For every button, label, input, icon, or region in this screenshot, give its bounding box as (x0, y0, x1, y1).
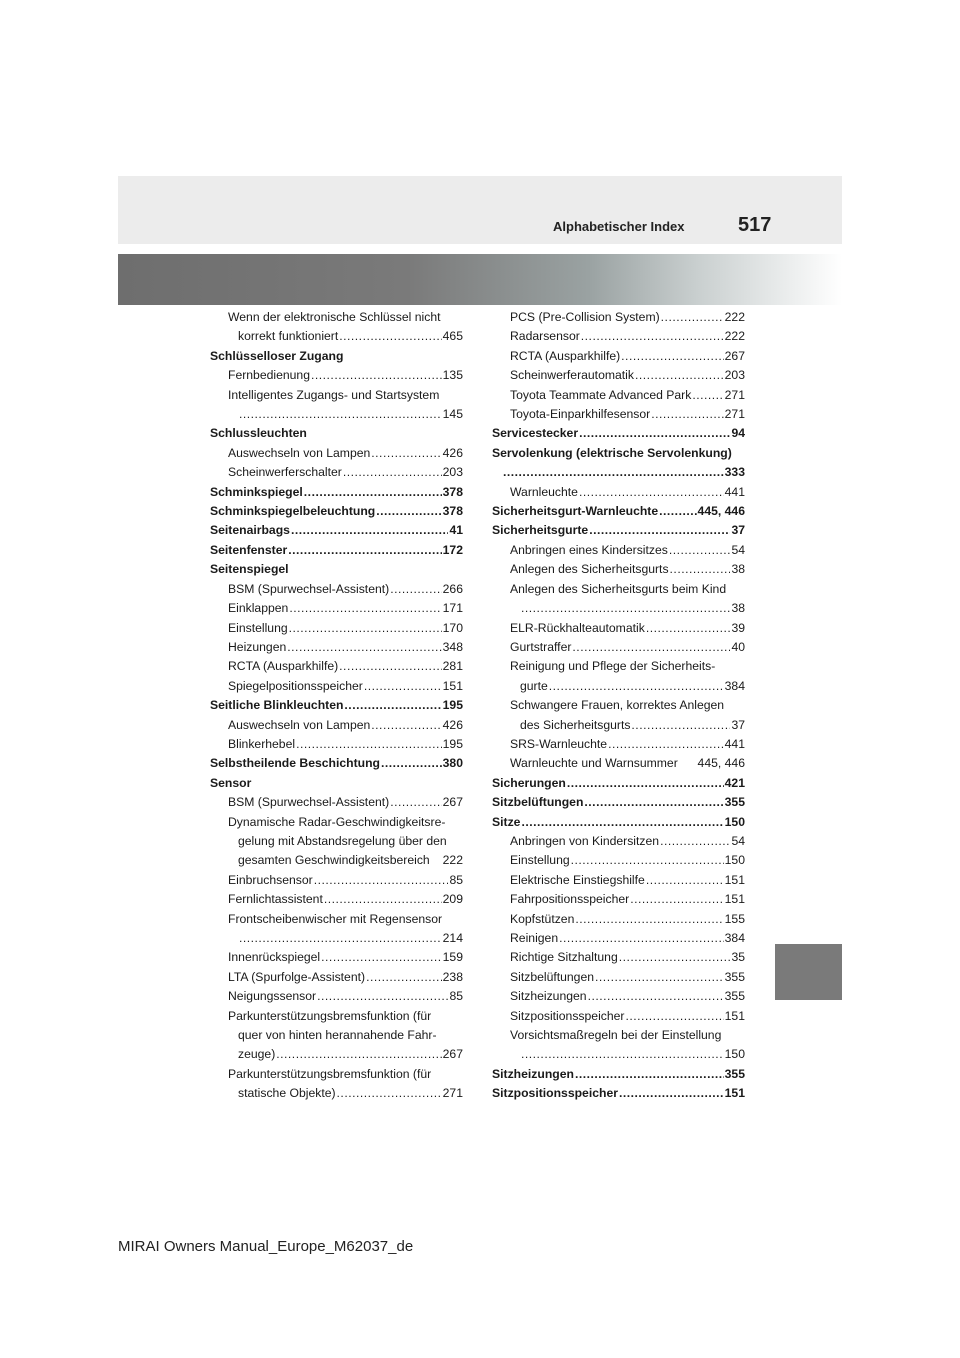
dot-leader (588, 987, 724, 1006)
dot-leader (567, 774, 724, 793)
index-entry-text: Einstellung (228, 620, 288, 635)
index-entry-text: gesamten Geschwindigkeitsbereich (238, 853, 430, 868)
index-entry (492, 463, 745, 482)
index-entry-page: 271 (724, 407, 745, 422)
dot-leader (575, 910, 723, 929)
dot-leader (579, 483, 724, 502)
index-entry (210, 813, 463, 832)
index-entry (492, 638, 745, 657)
index-entry-text: Scheinwerferschalter (228, 465, 342, 480)
index-entry (210, 560, 463, 579)
dot-leader (503, 463, 724, 482)
dot-leader (659, 502, 696, 521)
index-entry-text: Spiegelpositionsspeicher (228, 678, 363, 693)
index-entry (210, 987, 463, 1006)
dot-leader (321, 948, 442, 967)
dot-leader (646, 871, 724, 890)
index-entry-page: 195 (442, 698, 463, 713)
index-entry (492, 716, 745, 735)
index-entry-text: ELR-Rückhalteautomatik (510, 620, 645, 635)
index-entry-text: Kopfstützen (510, 911, 575, 926)
index-entry (210, 366, 463, 385)
dot-leader (651, 405, 723, 424)
footer-manual-id: MIRAI Owners Manual_Europe_M62037_de (118, 1238, 414, 1255)
page-number: 517 (738, 214, 772, 236)
index-entry (210, 851, 463, 870)
index-entry-text: Auswechseln von Lampen (228, 445, 371, 460)
index-entry-page: 222 (724, 329, 745, 344)
index-entry-text: BSM (Spurwechsel-Assistent) (228, 795, 390, 810)
dot-leader (584, 793, 723, 812)
index-entry (492, 774, 745, 793)
index-entry-text: Schlussleuchten (210, 426, 307, 441)
index-entry (210, 1065, 463, 1084)
index-entry (492, 968, 745, 987)
index-entry (210, 890, 463, 909)
dot-leader (630, 890, 723, 909)
index-entry (210, 580, 463, 599)
index-entry-page: 41 (449, 523, 463, 538)
index-entry-text: Fahrpositionsspeicher (510, 892, 630, 907)
index-entry-text: BSM (Spurwechsel-Assistent) (228, 581, 390, 596)
dot-leader (661, 308, 724, 327)
index-entry-text: gurte (520, 678, 548, 693)
index-entry-page: 37 (731, 523, 745, 538)
index-entry-page: 445, 446 (697, 756, 745, 771)
index-entry-text: Reinigung und Pflege der Sicherheits- (510, 659, 716, 674)
index-entry (492, 1084, 745, 1103)
index-entry (210, 424, 463, 443)
index-entry-page: 151 (724, 872, 745, 887)
dot-leader (635, 366, 724, 385)
dot-leader (589, 521, 730, 540)
index-entry-text: Selbstheilende Beschichtung (210, 756, 380, 771)
index-entry (492, 987, 745, 1006)
dot-leader (289, 619, 442, 638)
index-entry-page: 355 (724, 795, 745, 810)
index-entry (210, 793, 463, 812)
index-entry-text: Einstellung (510, 853, 570, 868)
index-entry-page: 426 (442, 445, 463, 460)
index-entry (492, 386, 745, 405)
dot-leader (287, 638, 441, 657)
index-entry-text: LTA (Spurfolge-Assistent) (228, 969, 366, 984)
index-entry-page: 267 (442, 795, 463, 810)
index-entry (210, 347, 463, 366)
index-entry-text: PCS (Pre-Collision System) (510, 310, 660, 324)
index-entry-text: Sensor (210, 775, 252, 790)
index-entry-text: SRS-Warnleuchte (510, 736, 608, 751)
index-entry (492, 1065, 745, 1084)
index-entry (492, 948, 745, 967)
index-entry-text: Sicherheitsgurte (492, 523, 589, 538)
index-entry (492, 308, 745, 327)
index-entry (492, 677, 745, 696)
index-entry-page: 384 (724, 678, 745, 693)
index-entry (492, 502, 745, 521)
index-entry-page: 151 (724, 892, 745, 907)
dot-leader (314, 871, 449, 890)
index-entry-page: 214 (442, 931, 463, 945)
index-entry (492, 735, 745, 754)
index-entry-text: Fernlichtassistent (228, 892, 323, 907)
index-entry-text: Radarsensor (510, 329, 580, 344)
index-entry-page: 203 (724, 368, 745, 383)
index-entry (492, 851, 745, 870)
index-entry-page: 441 (724, 484, 745, 499)
index-entry (492, 793, 745, 812)
index-entry (492, 754, 745, 773)
index-entry-page: 266 (442, 581, 463, 596)
index-entry (210, 483, 463, 502)
index-entry-page: 135 (442, 368, 463, 383)
index-entry (210, 327, 463, 346)
index-entry (210, 1045, 463, 1064)
dot-leader (288, 541, 441, 560)
index-entry-text: Toyota-Einparkhilfesensor (510, 407, 651, 422)
index-entry-page: 203 (442, 465, 463, 480)
index-entry-page: 378 (442, 504, 463, 519)
index-entry (210, 405, 463, 424)
dot-leader (317, 987, 448, 1006)
index-entry-text: Anlegen des Sicherheitsgurts (510, 562, 669, 577)
dot-leader (572, 638, 730, 657)
dot-leader (364, 677, 442, 696)
dot-leader (304, 483, 442, 502)
dot-leader (390, 580, 441, 599)
index-entry-page: 37 (731, 717, 745, 732)
index-entry (210, 716, 463, 735)
index-entry (210, 386, 463, 405)
index-entry-page: 155 (724, 911, 745, 926)
index-entry (492, 327, 745, 346)
index-entry-text: Intelligentes Zugangs- und Startsystem (228, 387, 440, 402)
dot-leader (549, 677, 724, 696)
index-entry-text: Seitenspiegel (210, 562, 289, 577)
index-entry-text: zeuge) (238, 1047, 276, 1062)
index-entry (492, 1007, 745, 1026)
index-entry-page: 151 (724, 1008, 745, 1023)
index-entry-page: 159 (442, 950, 463, 965)
index-entry-page: 222 (724, 310, 745, 324)
index-entry (210, 696, 463, 715)
index-entry-text: Sicherungen (492, 775, 566, 790)
dot-leader (608, 735, 724, 754)
index-entry-page: 281 (442, 659, 463, 674)
dot-leader (376, 502, 441, 521)
index-entry-text: Fernbedienung (228, 368, 310, 383)
index-entry-page: 150 (724, 853, 745, 868)
dot-leader (559, 929, 724, 948)
index-entry-text: Gurtstraffer (510, 639, 572, 654)
index-entry-page: 355 (724, 989, 745, 1004)
index-entry-page: 151 (724, 1086, 745, 1101)
index-entry (210, 521, 463, 540)
index-entry (210, 929, 463, 948)
index-entry-page: 222 (442, 853, 463, 868)
index-entry (492, 580, 745, 599)
index-entry-page: 172 (442, 542, 463, 557)
index-entry-text: Parkunterstützungsbremsfunktion (für (228, 1066, 432, 1081)
dot-leader (343, 463, 442, 482)
dot-leader (670, 560, 731, 579)
index-entry-page: 355 (724, 1066, 745, 1081)
index-entry-text: Warnleuchte und Warnsummer (510, 756, 678, 771)
index-entry-page: 333 (724, 465, 745, 480)
index-entry-text: Reinigen (510, 931, 559, 945)
dot-leader (595, 968, 724, 987)
index-entry (492, 521, 745, 540)
index-entry-text: Sitzbelüftungen (492, 795, 584, 810)
dot-leader (239, 405, 442, 424)
index-entry-page: 145 (442, 407, 463, 422)
index-entry (210, 774, 463, 793)
index-entry (210, 308, 463, 327)
index-entry-text: Frontscheibenwischer mit Regensensor (228, 911, 443, 926)
index-entry-page: 54 (731, 833, 745, 848)
dot-leader (619, 948, 731, 967)
index-entry-text: Toyota Teammate Advanced Park (510, 387, 692, 402)
index-entry (210, 657, 463, 676)
index-entry (210, 463, 463, 482)
dot-leader (581, 327, 724, 346)
index-entry-text: Sitzheizungen (492, 1066, 574, 1081)
index-entry-text: Neigungssensor (228, 989, 317, 1004)
index-entry-text: Servicestecker (492, 426, 579, 441)
index-entry-page: 40 (731, 639, 745, 654)
index-entry-page: 421 (724, 775, 745, 790)
dot-leader (371, 444, 441, 463)
index-entry (492, 599, 745, 618)
dot-leader (669, 541, 731, 560)
section-title: Alphabetischer Index (553, 219, 685, 234)
index-entry-text: Anlegen des Sicherheitsgurts beim Kind (510, 581, 727, 596)
index-entry (210, 1026, 463, 1045)
index-entry (492, 483, 745, 502)
index-entry-text: Auswechseln von Lampen (228, 717, 371, 732)
index-entry (492, 1026, 745, 1045)
index-entry-page: 378 (442, 484, 463, 499)
index-entry-text: gelung mit Abstandsregelung über den (238, 833, 447, 848)
index-entry-text: RCTA (Ausparkhilfe) (510, 348, 621, 363)
index-entry-page: 150 (724, 814, 745, 829)
index-entry (492, 813, 745, 832)
dot-leader (646, 619, 731, 638)
dot-leader (521, 813, 723, 832)
index-entry (210, 677, 463, 696)
index-entry-text: des Sicherheitsgurts (520, 717, 631, 732)
dot-leader (575, 1065, 724, 1084)
index-entry (492, 424, 745, 443)
index-entry-text: Blinkerhebel (228, 736, 296, 751)
index-entry-text: Dynamische Radar-Geschwindigkeitsre- (228, 814, 446, 829)
index-entry-text: Heizungen (228, 639, 287, 654)
index-entry (492, 832, 745, 851)
index-entry-page: 238 (442, 969, 463, 984)
index-entry-page: 151 (442, 678, 463, 693)
dot-leader (619, 1084, 724, 1103)
index-entry-page: 271 (724, 387, 745, 402)
dot-leader (337, 1084, 442, 1103)
index-entry (492, 444, 745, 463)
index-entry-text: Vorsichtsmaßregeln bei der Einstellung (510, 1028, 722, 1043)
index-entry-text: Sitzpositionsspeicher (510, 1008, 625, 1023)
index-entry-page: 38 (731, 601, 745, 616)
index-entry-text: Sitzpositionsspeicher (492, 1086, 618, 1101)
index-entry-text: Schlüsselloser Zugang (210, 348, 344, 363)
header-band (118, 176, 842, 244)
index-entry-text: Einklappen (228, 601, 289, 616)
index-entry-page: 384 (724, 931, 745, 945)
dot-leader (692, 386, 723, 405)
index-entry-text: Seitenairbags (210, 523, 290, 538)
index-entry-text: Scheinwerferautomatik (510, 368, 634, 383)
index-entry-page: 39 (731, 620, 745, 635)
index-entry (210, 1007, 463, 1026)
index-entry (492, 657, 745, 676)
index-entry (210, 948, 463, 967)
index-entry-text: Seitliche Blinkleuchten (210, 698, 344, 713)
index-entry-text: Sitzbelüftungen (510, 969, 595, 984)
index-entry-text: korrekt funktioniert (238, 329, 339, 344)
index-entry-page: 465 (442, 329, 463, 344)
index-entry (492, 871, 745, 890)
dot-leader (521, 1045, 724, 1064)
index-entry (492, 1045, 745, 1064)
index-entry-page: 195 (442, 736, 463, 751)
index-entry-text: Sitzheizungen (510, 989, 587, 1004)
index-entry (210, 619, 463, 638)
dot-leader (621, 347, 723, 366)
index-entry-text: RCTA (Ausparkhilfe) (228, 659, 339, 674)
index-entry-page: 445, 446 (697, 504, 745, 519)
dot-leader (289, 599, 441, 618)
index-entry-page: 150 (724, 1047, 745, 1062)
index-entry (492, 696, 745, 715)
index-entry-text: Wenn der elektronische Schlüssel nicht (228, 310, 441, 324)
index-entry-page: 170 (442, 620, 463, 635)
index-entry (210, 832, 463, 851)
index-entry-text: Anbringen von Kindersitzen (510, 833, 660, 848)
dot-leader (239, 929, 442, 948)
dot-leader (276, 1045, 441, 1064)
index-entry (492, 910, 745, 929)
index-entry-page: 85 (449, 872, 463, 887)
index-entry-page: 171 (442, 601, 463, 616)
index-entry-text: Sicherheitsgurt-Warnleuchte (492, 504, 659, 519)
index-entry-text: Schwangere Frauen, korrektes Anlegen (510, 698, 725, 713)
index-entry-text: Schminkspiegelbeleuchtung (210, 504, 376, 519)
index-column-right (492, 308, 745, 1104)
index-entry (210, 871, 463, 890)
index-entry-text: Sitze (492, 814, 521, 829)
index-entry (492, 619, 745, 638)
dot-leader (390, 793, 441, 812)
header-gradient-bar (118, 254, 842, 305)
index-entry-page: 209 (442, 892, 463, 907)
dot-leader (631, 716, 730, 735)
dot-leader (311, 366, 442, 385)
index-entry-page: 271 (442, 1086, 463, 1101)
index-entry (492, 347, 745, 366)
index-entry-page: 38 (731, 562, 745, 577)
index-entry-text: Richtige Sitzhaltung (510, 950, 618, 965)
dot-leader (324, 890, 442, 909)
dot-leader (579, 424, 730, 443)
index-entry-text: Servolenkung (elektrische Servolenkung) (492, 445, 732, 460)
dot-leader (381, 754, 442, 773)
index-entry (210, 444, 463, 463)
index-entry (210, 735, 463, 754)
index-entry-text: statische Objekte) (238, 1086, 336, 1101)
dot-leader (371, 716, 441, 735)
index-entry-text: Anbringen eines Kindersitzes (510, 542, 668, 557)
index-entry-text: Elektrische Einstiegshilfe (510, 872, 645, 887)
section-side-tab (775, 944, 842, 1000)
index-entry (210, 541, 463, 560)
index-entry (492, 560, 745, 579)
index-entry-text: Parkunterstützungsbremsfunktion (für (228, 1008, 432, 1023)
index-entry (492, 366, 745, 385)
index-entry-page: 348 (442, 639, 463, 654)
index-entry (210, 502, 463, 521)
dot-leader (366, 968, 442, 987)
index-entry-page: 441 (724, 736, 745, 751)
index-entry (492, 405, 745, 424)
index-entry-page: 85 (449, 989, 463, 1004)
index-entry-text: quer von hinten herannahende Fahr- (238, 1028, 437, 1043)
index-entry-page: 35 (731, 950, 745, 965)
index-entry-text: Einbruchsensor (228, 872, 313, 887)
index-entry-text: Seitenfenster (210, 542, 288, 557)
index-entry (210, 599, 463, 618)
index-entry (492, 541, 745, 560)
index-entry-text: Warnleuchte (510, 484, 578, 499)
dot-leader (339, 327, 441, 346)
index-entry-page: 94 (731, 426, 745, 441)
index-entry-page: 267 (442, 1047, 463, 1062)
index-entry-page: 267 (724, 348, 745, 363)
dot-leader (296, 735, 442, 754)
index-column-left (210, 308, 463, 1104)
index-entry-page: 426 (442, 717, 463, 732)
index-entry (210, 754, 463, 773)
index-entry (210, 910, 463, 929)
dot-leader (291, 521, 449, 540)
index-entry (210, 968, 463, 987)
dot-leader (344, 696, 441, 715)
dot-leader (625, 1007, 723, 1026)
index-entry (210, 638, 463, 657)
index-entry-page: 380 (442, 756, 463, 771)
index-entry (492, 929, 745, 948)
dot-leader (571, 851, 724, 870)
index-entry-text: Schminkspiegel (210, 484, 303, 499)
dot-leader (660, 832, 730, 851)
index-entry-text: Innenrückspiegel (228, 950, 321, 965)
index-entry-page: 355 (724, 969, 745, 984)
index-entry-page: 54 (731, 542, 745, 557)
dot-leader (521, 599, 730, 618)
dot-leader (339, 657, 441, 676)
index-entry (210, 1084, 463, 1103)
index-entry (492, 890, 745, 909)
